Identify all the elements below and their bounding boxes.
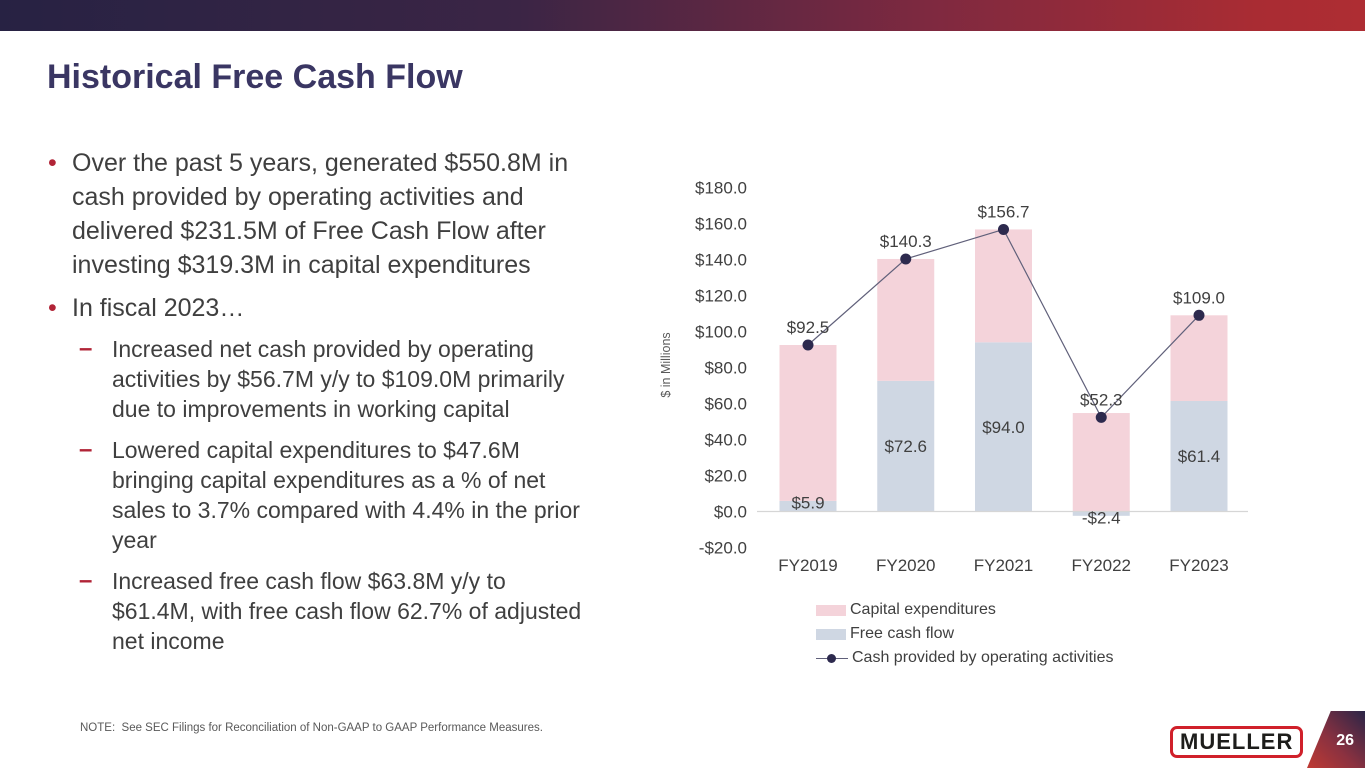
bullet-dot-marker: • bbox=[48, 149, 57, 177]
y-axis-tick-label: $60.0 bbox=[704, 394, 747, 414]
legend-line-dot bbox=[827, 654, 836, 663]
data-label-operating-cash: $140.3 bbox=[879, 231, 932, 251]
bullet-item bbox=[79, 334, 593, 424]
legend-row bbox=[816, 598, 1113, 622]
legend-label: Cash provided by operating activities bbox=[852, 649, 1114, 666]
data-label-free-cash-flow: $72.6 bbox=[884, 437, 928, 457]
chart-canvas bbox=[640, 160, 1265, 592]
x-axis-category-label: FY2022 bbox=[1071, 556, 1132, 575]
bullet-content bbox=[48, 146, 623, 667]
y-axis-tick-label: $20.0 bbox=[704, 466, 747, 486]
footnote: NOTE: See SEC Filings for Reconciliation of Non-GAAP to GAAP Performance Measures. bbox=[80, 722, 543, 734]
bar-segment-capital-expenditures bbox=[1073, 413, 1130, 511]
y-axis-tick-label: $180.0 bbox=[695, 178, 747, 198]
bullet-dot-marker: • bbox=[48, 294, 57, 322]
line-series-dot bbox=[900, 253, 911, 264]
bullet-item bbox=[48, 146, 623, 282]
x-axis-category-label: FY2023 bbox=[1169, 556, 1229, 575]
x-axis-category-label: FY2021 bbox=[973, 556, 1034, 575]
bullet-item bbox=[48, 291, 623, 325]
y-axis-tick-label: $120.0 bbox=[695, 286, 747, 306]
legend-color-swatch bbox=[816, 605, 846, 616]
bullet-text: Lowered capital expenditures to $47.6M bringing capital expenditures as a % of net sales to 3.7% compared with 4.4% in the prior year bbox=[112, 437, 580, 553]
chart-legend bbox=[816, 598, 1113, 670]
line-series-dot bbox=[998, 224, 1009, 235]
page-number: 26 bbox=[1336, 732, 1354, 749]
bullet-dash-marker: – bbox=[79, 436, 93, 463]
data-label-operating-cash: $92.5 bbox=[786, 318, 830, 337]
mueller-logo: MUELLER bbox=[1170, 726, 1303, 758]
x-axis-category-label: FY2019 bbox=[778, 556, 838, 575]
legend-label: Free cash flow bbox=[850, 625, 955, 642]
bullet-text: Increased free cash flow $63.8M y/y to $61.4M, with free cash flow 62.7% of adjusted net income bbox=[112, 568, 582, 654]
y-axis-tick-label: -$20.0 bbox=[698, 538, 747, 558]
y-axis-tick-label: $140.0 bbox=[695, 250, 747, 270]
bullet-item bbox=[79, 566, 593, 656]
data-label-operating-cash: $52.3 bbox=[1079, 390, 1123, 410]
bullet-dash-marker: – bbox=[79, 335, 93, 362]
bullet-text: In fiscal 2023… bbox=[72, 294, 245, 322]
y-axis-tick-label: $0.0 bbox=[713, 502, 747, 522]
bullet-list bbox=[48, 146, 623, 656]
bar-segment-capital-expenditures bbox=[780, 345, 837, 501]
line-series-dot bbox=[1194, 310, 1205, 321]
legend-row bbox=[816, 646, 1113, 670]
free-cash-flow-chart bbox=[640, 160, 1265, 592]
bullet-text: Increased net cash provided by operating activities by $56.7M y/y to $109.0M primarily due to improvements in working capital bbox=[112, 336, 565, 422]
top-accent-bar bbox=[0, 0, 1365, 31]
line-series-dot bbox=[1096, 412, 1107, 423]
data-label-operating-cash: $109.0 bbox=[1173, 288, 1225, 308]
bullet-dash-marker: – bbox=[79, 567, 93, 594]
line-series-dot bbox=[803, 340, 814, 351]
legend-color-swatch bbox=[816, 629, 846, 640]
y-axis-title: $ in Millions bbox=[659, 332, 673, 398]
data-label-free-cash-flow: -$2.4 bbox=[1081, 508, 1121, 528]
data-label-free-cash-flow: $94.0 bbox=[982, 417, 1025, 437]
y-axis-tick-label: $100.0 bbox=[695, 322, 747, 342]
bar-segment-capital-expenditures bbox=[1171, 315, 1228, 401]
data-label-operating-cash: $156.7 bbox=[977, 202, 1030, 222]
bar-segment-capital-expenditures bbox=[975, 229, 1032, 342]
y-axis-tick-label: $160.0 bbox=[695, 214, 747, 234]
y-axis-tick-label: $40.0 bbox=[704, 430, 747, 450]
data-label-free-cash-flow: $61.4 bbox=[1177, 447, 1221, 467]
data-label-free-cash-flow: $5.9 bbox=[791, 493, 825, 513]
y-axis-tick-label: $80.0 bbox=[704, 358, 747, 378]
x-axis-category-label: FY2020 bbox=[875, 556, 936, 575]
bullet-item bbox=[79, 435, 593, 555]
legend-row bbox=[816, 622, 1113, 646]
page-title: Historical Free Cash Flow bbox=[47, 58, 463, 96]
bullet-text: Over the past 5 years, generated $550.8M in cash provided by operating activities and delivered $231.5M of Free Cash Flow after investing $319.3M in capital expenditures bbox=[72, 149, 569, 279]
legend-label: Capital expenditures bbox=[850, 601, 996, 618]
legend-line-marker-icon bbox=[816, 653, 848, 664]
